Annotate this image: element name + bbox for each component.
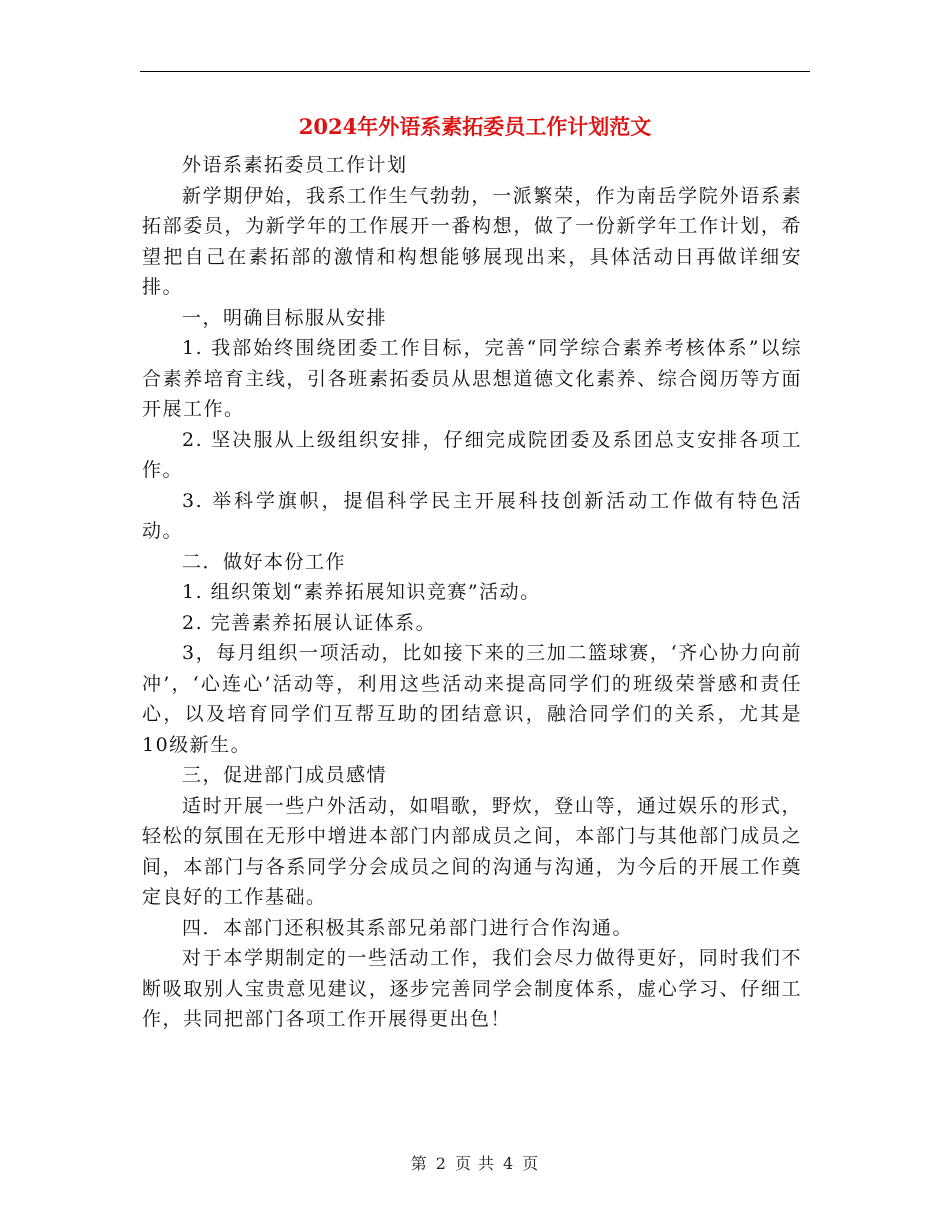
document-body	[142, 150, 802, 1035]
paragraph-item: 1. 组织策划“素养拓展知识竞赛”活动。	[182, 581, 541, 603]
section-heading-2: 二．做好本份工作	[182, 550, 347, 573]
section-heading-3: 三，促进部门成员感情	[182, 764, 388, 786]
paragraph-item: 2. 完善素养拓展认证体系。	[182, 611, 437, 634]
section-heading-1: 一，明确目标服从安排	[182, 306, 388, 329]
paragraph-item: 2. 坚决服从上级组织安排，仔细完成院团委及系团总支安排各项工作。	[142, 428, 802, 481]
paragraph-item: 1. 我部始终围绕团委工作目标，完善“同学综合素养考核体系”以综合素养培育主线，引各班素拓委员从思想道德文化素养、综合阅历等方面开展工作。	[142, 337, 802, 420]
document-title: 2024年外语系素拓委员工作计划范文	[298, 114, 652, 139]
page-number: 2	[435, 1154, 447, 1173]
footer-suffix: 页	[522, 1154, 540, 1173]
paragraph-body: 适时开展一些户外活动，如唱歌，野炊，登山等，通过娱乐的形式，轻松的氛围在无形中增进本部门内部成员之间，本部门与其他部门成员之间，本部门与各系同学分会成员之间的沟通与沟通，为今后的开展工作奠定良好的工作基础。	[142, 794, 802, 908]
paragraph-closing: 对于本学期制定的一些活动工作，我们会尽力做得更好，同时我们不断吸取别人宝贵意见建议，逐步完善同学会制度体系，虚心学习、仔细工作，共同把部门各项工作开展得更出色！	[142, 947, 802, 1030]
footer-middle: 页 共	[454, 1154, 496, 1173]
paragraph-intro: 新学期伊始，我系工作生气勃勃，一派繁荣，作为南岳学院外语系素拓部委员，为新学年的工作展开一番构想，做了一份新学年工作计划，希望把自己在素拓部的激情和构想能够展现出来，具体活动日再做详细安排。	[142, 184, 802, 298]
page-footer	[0, 1153, 950, 1175]
page-total: 4	[503, 1154, 515, 1173]
paragraph-item: 3. 举科学旗帜，提倡科学民主开展科技创新活动工作做有特色活动。	[142, 489, 802, 542]
header-rule	[140, 71, 810, 72]
paragraph-subtitle: 外语系素拓委员工作计划	[182, 154, 408, 176]
footer-prefix: 第	[410, 1154, 428, 1173]
paragraph-item: 3，每月组织一项活动，比如接下来的三加二篮球赛，‘齐心协力向前冲’，‘心连心’活动等，利用这些活动来提高同学们的班级荣誉感和责任心，以及培育同学们互帮互助的团结意识，融洽同学们的关系，尤其是10级新生。	[142, 642, 802, 756]
section-heading-4: 四．本部门还积极其系部兄弟部门进行合作沟通。	[182, 916, 634, 939]
